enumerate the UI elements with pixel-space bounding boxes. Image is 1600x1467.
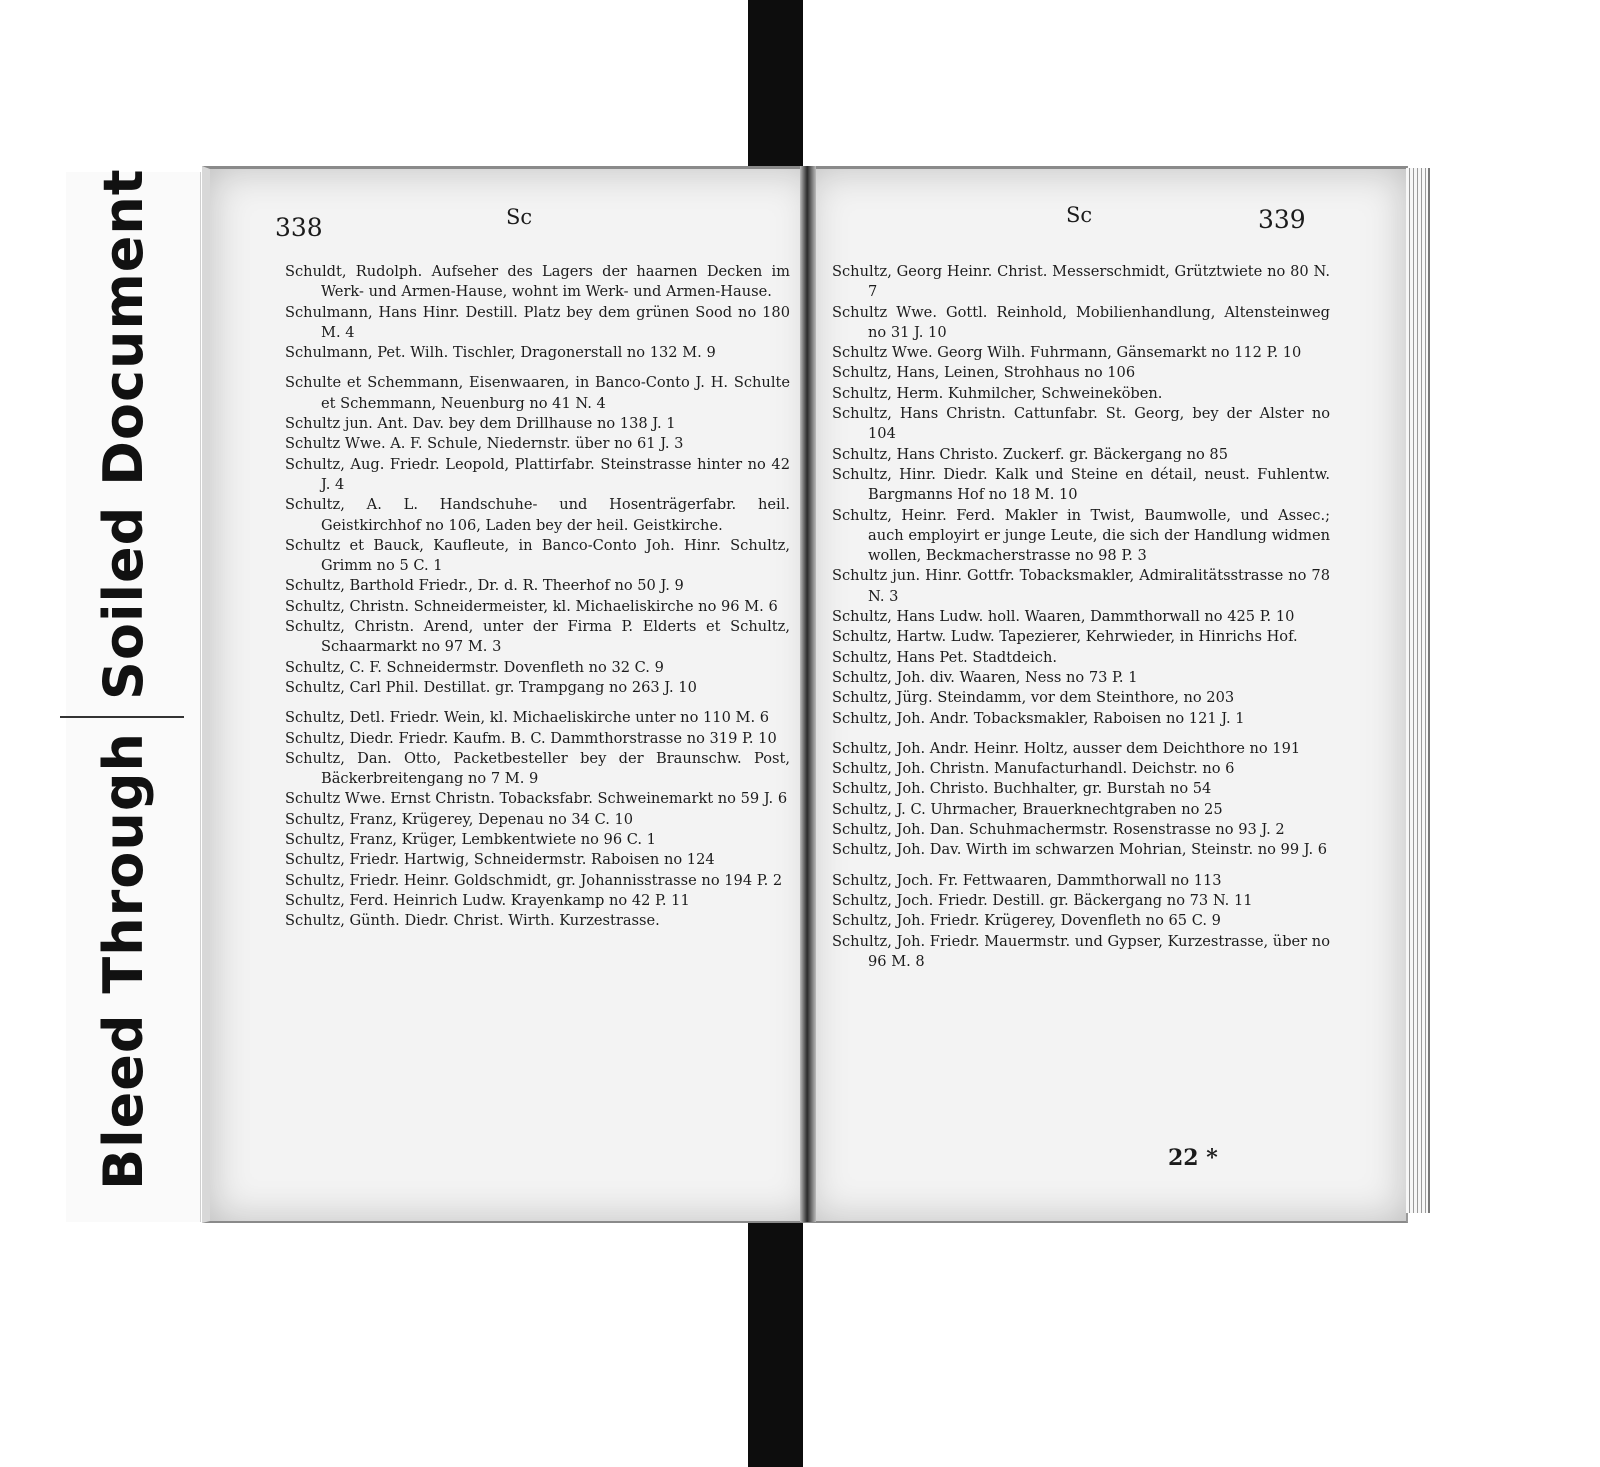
directory-entry: Schultz, Joch. Fr. Fettwaaren, Dammthorwall no 113 (832, 871, 1222, 889)
directory-entry: Schultz, C. F. Schneidermstr. Dovenfleth no 32 C. 9 (285, 658, 664, 676)
directory-entry: Schultz, Carl Phil. Destillat. gr. Trampgang no 263 J. 10 (285, 678, 697, 696)
directory-entry: Schultz, Joh. Christo. Buchhalter, gr. Burstah no 54 (832, 780, 1212, 798)
entry-gap (285, 363, 790, 373)
directory-entry: Schultz, Joch. Friedr. Destill. gr. Bäckergang no 73 N. 11 (832, 891, 1253, 909)
entry-gap (832, 861, 1330, 871)
right-entry-list (832, 262, 1330, 972)
left-entry-list (285, 262, 790, 932)
directory-entry: Schulte et Schemmann, Eisenwaaren, in Banco-Conto J. H. Schulte et Schemmann, Neuenburg no 41 N. 4 (285, 374, 790, 412)
directory-entry: Schultz, Friedr. Hartwig, Schneidermstr. Raboisen no 124 (285, 851, 715, 869)
binding-strap-top (748, 0, 803, 172)
left-running-head: Sc (506, 205, 533, 229)
directory-entry: Schultz, Joh. Andr. Tobacksmakler, Raboisen no 121 J. 1 (832, 709, 1245, 727)
entry-gap (285, 698, 790, 708)
directory-entry: Schultz, J. C. Uhrmacher, Brauerknechtgraben no 25 (832, 800, 1223, 818)
directory-entry: Schultz et Bauck, Kaufleute, in Banco-Conto Joh. Hinr. Schultz, Grimm no 5 C. 1 (285, 536, 790, 575)
directory-entry: Schultz, Hans Christn. Cattunfabr. St. Georg, bey der Alster no 104 (832, 405, 1330, 443)
directory-entry: Schultz jun. Ant. Dav. bey dem Drillhause no 138 J. 1 (285, 415, 676, 433)
directory-entry: Schultz, Detl. Friedr. Wein, kl. Michaeliskirche unter no 110 M. 6 (285, 709, 770, 727)
signature-mark: 22 * (1168, 1145, 1218, 1171)
directory-entry: Schultz, Herm. Kuhmilcher, Schweineköben. (832, 384, 1163, 402)
page-fold (800, 166, 816, 1222)
directory-entry: Schultz, Hans Christo. Zuckerf. gr. Bäckergang no 85 (832, 445, 1228, 463)
directory-entry: Schultz, Christn. Schneidermeister, kl. Michaeliskirche no 96 M. 6 (285, 597, 778, 615)
directory-entry: Schulmann, Hans Hinr. Destill. Platz bey dem grünen Sood no 180 M. 4 (285, 303, 790, 341)
page-edges (1406, 168, 1430, 1213)
directory-entry: Schultz, Diedr. Friedr. Kaufm. B. C. Dammthorstrasse no 319 P. 10 (285, 729, 777, 747)
directory-entry: Schultz, Heinr. Ferd. Makler in Twist, Baumwolle, und Assec.; auch employirt er junge Leute, die sich der Handlung widmen wollen, Beckmacherstrasse no 98 P. 3 (832, 506, 1330, 565)
directory-entry: Schultz, Hans Pet. Stadtdeich. (832, 648, 1057, 666)
soiled-document-label: Soiled Document (92, 168, 155, 700)
directory-entry: Schultz Wwe. Ernst Christn. Tobacksfabr. Schweinemarkt no 59 J. 6 (285, 790, 788, 808)
directory-entry: Schultz, Christn. Arend, unter der Firma P. Elderts et Schultz, Schaarmarkt no 97 M. 3 (285, 618, 790, 656)
directory-entry: Schultz, Joh. Christn. Manufacturhandl. Deichstr. no 6 (832, 760, 1235, 778)
directory-entry: Schultz jun. Hinr. Gottfr. Tobacksmakler, Admiralitätsstrasse no 78 N. 3 (832, 567, 1330, 605)
directory-entry: Schultz, Hans Ludw. holl. Waaren, Dammthorwall no 425 P. 10 (832, 608, 1295, 626)
directory-entry: Schultz, Joh. Friedr. Krügerey, Dovenfleth no 65 C. 9 (832, 912, 1221, 930)
bleed-through-label: Bleed Through (92, 732, 155, 1190)
left-page-number: 338 (275, 213, 323, 242)
directory-entry: Schultz, Joh. Friedr. Mauermstr. und Gypser, Kurzestrasse, über no 96 M. 8 (832, 932, 1330, 970)
directory-entry: Schultz, Ferd. Heinrich Ludw. Krayenkamp no 42 P. 11 (285, 891, 690, 909)
directory-entry: Schultz, Friedr. Heinr. Goldschmidt, gr. Johannisstrasse no 194 P. 2 (285, 871, 783, 889)
directory-entry: Schultz, Franz, Krügerey, Depenau no 34 C. 10 (285, 810, 634, 828)
directory-entry: Schultz Wwe. Georg Wilh. Fuhrmann, Gänsemarkt no 112 P. 10 (832, 344, 1302, 362)
directory-entry: Schultz, Barthold Friedr., Dr. d. R. Theerhof no 50 J. 9 (285, 577, 684, 595)
directory-entry: Schultz, Hans, Leinen, Strohhaus no 106 (832, 364, 1136, 382)
directory-entry: Schultz, Günth. Diedr. Christ. Wirth. Kurzestrasse. (285, 912, 660, 930)
right-page-number: 339 (1258, 205, 1306, 234)
directory-entry: Schultz, Hartw. Ludw. Tapezierer, Kehrwieder, in Hinrichs Hof. (832, 628, 1298, 646)
directory-entry: Schultz Wwe. Gottl. Reinhold, Mobilienhandlung, Altensteinweg no 31 J. 10 (832, 303, 1330, 341)
binding-strap-bottom (748, 1210, 803, 1467)
directory-entry: Schultz, Dan. Otto, Packetbesteller bey der Braunschw. Post, Bäckerbreitengang no 7 M. 9 (285, 749, 790, 788)
directory-entry: Schultz, Franz, Krüger, Lembkentwiete no 96 C. 1 (285, 831, 656, 849)
label-divider (60, 716, 184, 718)
directory-entry: Schultz, A. L. Handschuhe- und Hosenträgerfabr. heil. Geistkirchhof no 106, Laden bey der heil. Geistkirche. (285, 496, 790, 534)
right-running-head: Sc (1066, 203, 1093, 227)
directory-entry: Schultz, Joh. Dav. Wirth im schwarzen Mohrian, Steinstr. no 99 J. 6 (832, 841, 1328, 859)
entry-gap (832, 729, 1330, 739)
directory-entry: Schultz, Aug. Friedr. Leopold, Plattirfabr. Steinstrasse hinter no 42 J. 4 (285, 455, 790, 493)
directory-entry: Schultz, Joh. Andr. Heinr. Holtz, ausser dem Deichthore no 191 (832, 739, 1301, 757)
directory-entry: Schultz, Joh. Dan. Schuhmachermstr. Rosenstrasse no 93 J. 2 (832, 821, 1285, 839)
directory-entry: Schultz Wwe. A. F. Schule, Niedernstr. über no 61 J. 3 (285, 435, 684, 453)
directory-entry: Schultz, Jürg. Steindamm, vor dem Steinthore, no 203 (832, 689, 1235, 707)
directory-entry: Schuldt, Rudolph. Aufseher des Lagers der haarnen Decken im Werk- und Armen-Hause, wohnt im Werk- und Armen-Hause. (285, 263, 790, 301)
directory-entry: Schultz, Joh. div. Waaren, Ness no 73 P. 1 (832, 668, 1138, 686)
directory-entry: Schulmann, Pet. Wilh. Tischler, Dragonerstall no 132 M. 9 (285, 344, 716, 362)
directory-entry: Schultz, Hinr. Diedr. Kalk und Steine en détail, neust. Fuhlentw. Bargmanns Hof no 18 M. 10 (832, 465, 1330, 504)
directory-entry: Schultz, Georg Heinr. Christ. Messerschmidt, Grütztwiete no 80 N. 7 (832, 263, 1330, 301)
